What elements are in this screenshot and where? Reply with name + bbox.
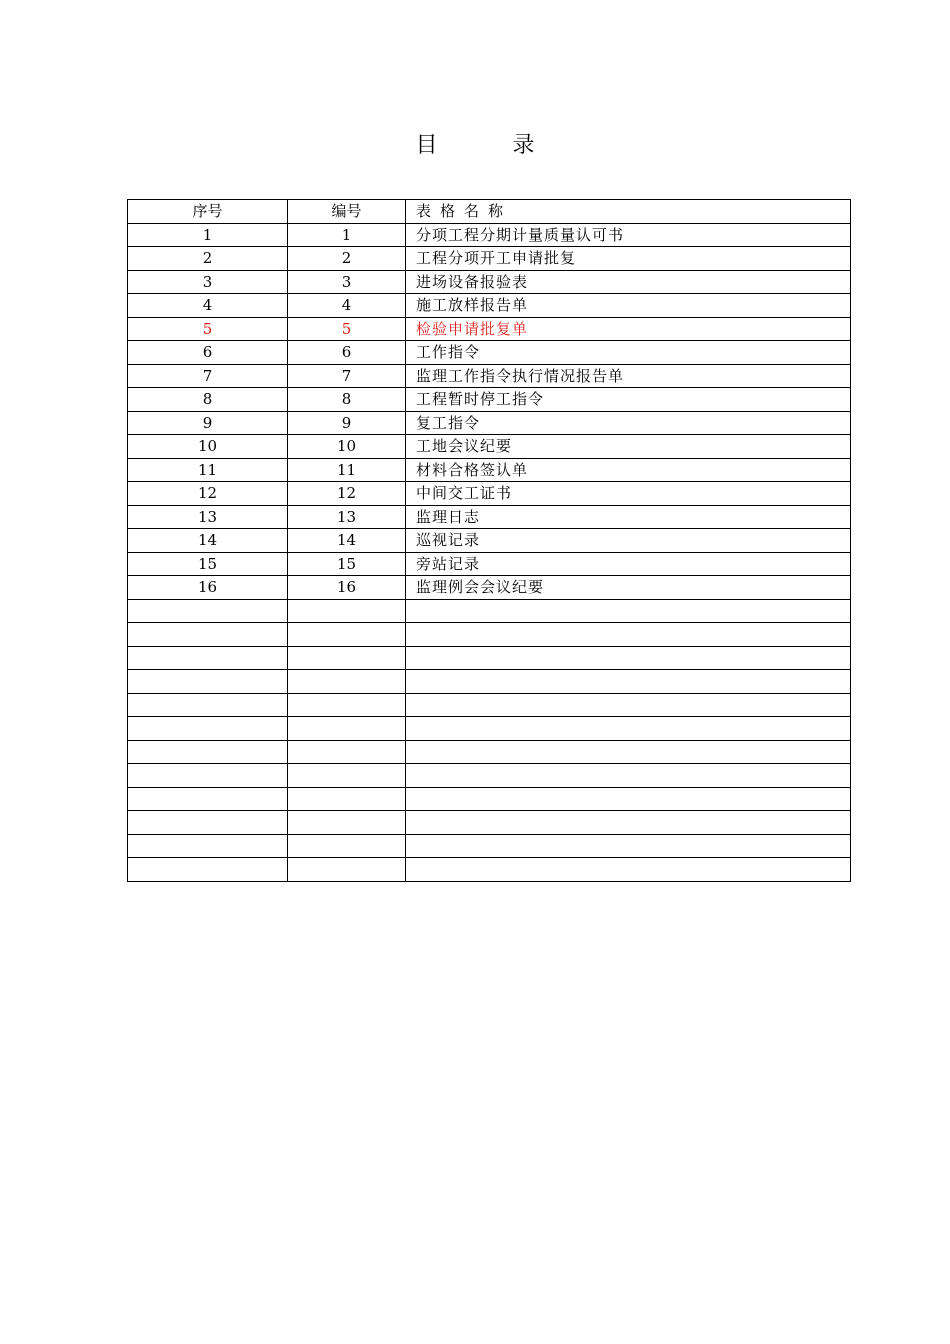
row-num-cell [288, 670, 406, 694]
row-num-cell [288, 693, 406, 717]
row-num-cell: 11 [288, 458, 406, 482]
row-name-cell: 监理例会会议纪要 [406, 576, 851, 600]
row-num-cell [288, 740, 406, 764]
table-row [128, 482, 851, 506]
row-name-cell: 监理工作指令执行情况报告单 [406, 364, 851, 388]
row-name-cell: 旁站记录 [406, 552, 851, 576]
table-body [128, 223, 851, 881]
row-name-cell [406, 740, 851, 764]
row-num-cell [288, 811, 406, 835]
row-seq-cell [128, 740, 288, 764]
table-row [128, 576, 851, 600]
table-row [128, 740, 851, 764]
table-row [128, 458, 851, 482]
row-seq-cell [128, 623, 288, 647]
row-num-cell: 12 [288, 482, 406, 506]
table-row [128, 834, 851, 858]
row-num-cell: 5 [288, 317, 406, 341]
toc-table [127, 199, 851, 882]
row-seq-cell: 9 [128, 411, 288, 435]
row-name-cell: 进场设备报验表 [406, 270, 851, 294]
table-row [128, 787, 851, 811]
table-row [128, 811, 851, 835]
row-num-cell: 2 [288, 247, 406, 271]
row-seq-cell: 11 [128, 458, 288, 482]
row-seq-cell: 13 [128, 505, 288, 529]
row-num-cell [288, 834, 406, 858]
row-name-cell: 分项工程分期计量质量认可书 [406, 223, 851, 247]
table-row [128, 717, 851, 741]
header-num: 编号 [288, 200, 406, 224]
row-name-cell: 工作指令 [406, 341, 851, 365]
row-num-cell: 10 [288, 435, 406, 459]
row-seq-cell [128, 599, 288, 623]
table-row [128, 341, 851, 365]
row-name-cell: 中间交工证书 [406, 482, 851, 506]
table-row [128, 411, 851, 435]
row-name-cell: 工程暂时停工指令 [406, 388, 851, 412]
row-seq-cell: 2 [128, 247, 288, 271]
row-seq-cell [128, 787, 288, 811]
row-num-cell [288, 764, 406, 788]
row-name-cell [406, 811, 851, 835]
table-row [128, 693, 851, 717]
row-num-cell: 13 [288, 505, 406, 529]
row-seq-cell: 16 [128, 576, 288, 600]
row-num-cell: 16 [288, 576, 406, 600]
row-seq-cell [128, 834, 288, 858]
row-num-cell [288, 858, 406, 882]
row-seq-cell: 8 [128, 388, 288, 412]
row-seq-cell: 4 [128, 294, 288, 318]
table-row [128, 858, 851, 882]
row-name-cell: 工程分项开工申请批复 [406, 247, 851, 271]
table-row [128, 599, 851, 623]
table-row [128, 646, 851, 670]
row-num-cell: 7 [288, 364, 406, 388]
row-name-cell [406, 717, 851, 741]
row-seq-cell [128, 646, 288, 670]
row-num-cell: 14 [288, 529, 406, 553]
row-name-cell [406, 834, 851, 858]
row-name-cell [406, 858, 851, 882]
row-name-cell: 材料合格签认单 [406, 458, 851, 482]
table-row [128, 388, 851, 412]
row-name-cell [406, 670, 851, 694]
row-seq-cell: 1 [128, 223, 288, 247]
table-row [128, 623, 851, 647]
table-row [128, 435, 851, 459]
row-num-cell [288, 623, 406, 647]
row-num-cell: 6 [288, 341, 406, 365]
row-seq-cell: 10 [128, 435, 288, 459]
row-num-cell: 9 [288, 411, 406, 435]
row-seq-cell: 3 [128, 270, 288, 294]
row-seq-cell: 14 [128, 529, 288, 553]
row-name-cell: 巡视记录 [406, 529, 851, 553]
row-num-cell: 8 [288, 388, 406, 412]
row-num-cell: 1 [288, 223, 406, 247]
table-row [128, 223, 851, 247]
row-seq-cell: 12 [128, 482, 288, 506]
row-num-cell [288, 717, 406, 741]
table-row [128, 764, 851, 788]
table-row [128, 529, 851, 553]
row-name-cell [406, 623, 851, 647]
row-seq-cell: 15 [128, 552, 288, 576]
page-title: 目 录 [415, 133, 569, 158]
header-seq: 序号 [128, 200, 288, 224]
table-row [128, 505, 851, 529]
row-name-cell [406, 693, 851, 717]
row-num-cell: 4 [288, 294, 406, 318]
table-row [128, 294, 851, 318]
row-name-cell [406, 646, 851, 670]
row-seq-cell [128, 811, 288, 835]
row-seq-cell: 7 [128, 364, 288, 388]
row-seq-cell [128, 858, 288, 882]
row-name-cell: 监理日志 [406, 505, 851, 529]
table-header-row [128, 200, 851, 224]
header-name: 表格名称 [406, 200, 851, 224]
row-num-cell: 15 [288, 552, 406, 576]
row-name-cell [406, 787, 851, 811]
row-name-cell [406, 764, 851, 788]
row-num-cell [288, 646, 406, 670]
table-row [128, 317, 851, 341]
row-seq-cell: 6 [128, 341, 288, 365]
row-seq-cell: 5 [128, 317, 288, 341]
row-seq-cell [128, 717, 288, 741]
table-row [128, 247, 851, 271]
row-num-cell [288, 787, 406, 811]
row-num-cell [288, 599, 406, 623]
table-row [128, 670, 851, 694]
row-seq-cell [128, 693, 288, 717]
row-name-cell [406, 599, 851, 623]
row-seq-cell [128, 764, 288, 788]
row-seq-cell [128, 670, 288, 694]
row-num-cell: 3 [288, 270, 406, 294]
table-row [128, 552, 851, 576]
row-name-cell: 检验申请批复单 [406, 317, 851, 341]
table-row [128, 364, 851, 388]
table-row [128, 270, 851, 294]
row-name-cell: 施工放样报告单 [406, 294, 851, 318]
row-name-cell: 复工指令 [406, 411, 851, 435]
row-name-cell: 工地会议纪要 [406, 435, 851, 459]
